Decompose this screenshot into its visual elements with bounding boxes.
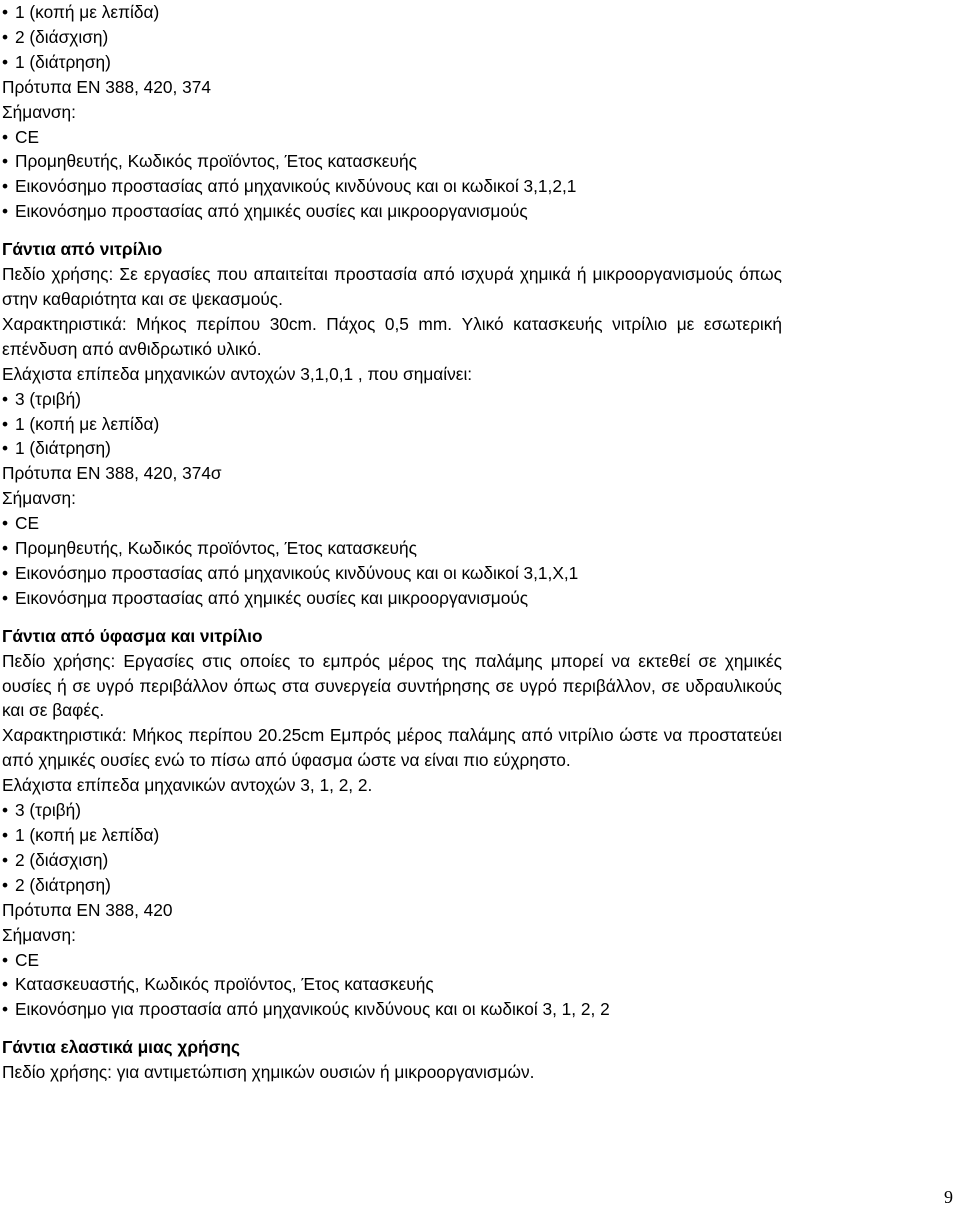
usage-paragraph: Πεδίο χρήσης: για αντιμετώπιση χημικών ουσιών ή μικροοργανισμών. bbox=[2, 1062, 535, 1083]
list-item: • 3 (τριβή) bbox=[2, 388, 81, 409]
marking-label: Σήμανση: bbox=[2, 101, 76, 122]
list-item: • 2 (διάτρηση) bbox=[2, 874, 111, 895]
section-heading: Γάντια από νιτρίλιο bbox=[2, 239, 163, 260]
page-number: 9 bbox=[944, 1187, 953, 1207]
list-item: • Προμηθευτής, Κωδικός προϊόντος, Έτος κατασκευής bbox=[2, 151, 417, 172]
list-item: • Εικονόσημο προστασίας από μηχανικούς κινδύνους και οι κωδικοί 3,1,Χ,1 bbox=[2, 562, 579, 583]
list-item: • 1 (διάτρηση) bbox=[2, 438, 111, 459]
list-item: • Κατασκευαστής, Κωδικός προϊόντος, Έτος κατασκευής bbox=[2, 974, 434, 995]
document-body bbox=[2, 0, 782, 1085]
list-item: • 1 (διάτρηση) bbox=[2, 51, 111, 72]
standards-line: Πρότυπα EN 388, 420, 374σ bbox=[2, 463, 222, 484]
usage-paragraph: Πεδίο χρήσης: Σε εργασίες που απαιτείται προστασία από ισχυρά χημικά ή μικροοργανισμούς όπως στην καθαριότητα και σε ψεκασμούς. bbox=[2, 264, 782, 309]
usage-paragraph: Πεδίο χρήσης: Εργασίες στις οποίες το εμπρός μέρος της παλάμης μπορεί να εκτεθεί σε χημικές ουσίες ή σε υγρό περιβάλλον όπως στα συνεργεία συντήρησης σε υγρό περιβάλλον, σε υδραυλικούς και σε βαφές. bbox=[2, 650, 782, 721]
standards-line: Πρότυπα EN 388, 420, 374 bbox=[2, 76, 211, 97]
features-paragraph: Χαρακτηριστικά: Μήκος περίπου 20.25cm Εμπρός μέρος παλάμης από νιτρίλιο ώστε να προστατεύει από χημικές ουσίες ενώ το πίσω από ύφασμα ώστε να είναι πιο εύχρηστο. bbox=[2, 725, 782, 771]
marking-label: Σήμανση: bbox=[2, 924, 76, 945]
list-item: • 1 (κοπή με λεπίδα) bbox=[2, 825, 160, 845]
list-item: • CE bbox=[2, 126, 40, 147]
standards-line: Πρότυπα EN 388, 420 bbox=[2, 899, 173, 920]
list-item: • 2 (διάσχιση) bbox=[2, 849, 109, 870]
list-item: • 2 (διάσχιση) bbox=[2, 26, 109, 47]
list-item: • 3 (τριβή) bbox=[2, 800, 81, 821]
list-item: • 1 (κοπή με λεπίδα) bbox=[2, 413, 160, 434]
list-item: • CE bbox=[2, 949, 40, 970]
features-paragraph: Χαρακτηριστικά: Μήκος περίπου 30cm. Πάχος 0,5 mm. Υλικό κατασκευής νιτρίλιο με εσωτερική επένδυση από ανθιδρωτικό υλικό. bbox=[2, 313, 782, 359]
list-item: • 1 (κοπή με λεπίδα) bbox=[2, 2, 160, 22]
list-item: • Εικονόσημα προστασίας από χημικές ουσίες και μικροοργανισμούς bbox=[2, 587, 529, 608]
marking-label: Σήμανση: bbox=[2, 488, 76, 509]
levels-line: Ελάχιστα επίπεδα μηχανικών αντοχών 3,1,0,1 , που σημαίνει: bbox=[2, 363, 473, 384]
levels-line: Ελάχιστα επίπεδα μηχανικών αντοχών 3, 1, 2, 2. bbox=[2, 775, 373, 796]
list-item: • Εικονόσημο προστασίας από μηχανικούς κινδύνους και οι κωδικοί 3,1,2,1 bbox=[2, 176, 577, 197]
section-heading: Γάντια από ύφασμα και νιτρίλιο bbox=[2, 625, 263, 646]
section-heading: Γάντια ελαστικά μιας χρήσης bbox=[2, 1037, 240, 1058]
list-item: • Εικονόσημο για προστασία από μηχανικούς κινδύνους και οι κωδικοί 3, 1, 2, 2 bbox=[2, 999, 610, 1020]
list-item: • Εικονόσημο προστασίας από χημικές ουσίες και μικροοργανισμούς bbox=[2, 201, 528, 222]
list-item: • Προμηθευτής, Κωδικός προϊόντος, Έτος κατασκευής bbox=[2, 538, 417, 559]
list-item: • CE bbox=[2, 513, 40, 534]
